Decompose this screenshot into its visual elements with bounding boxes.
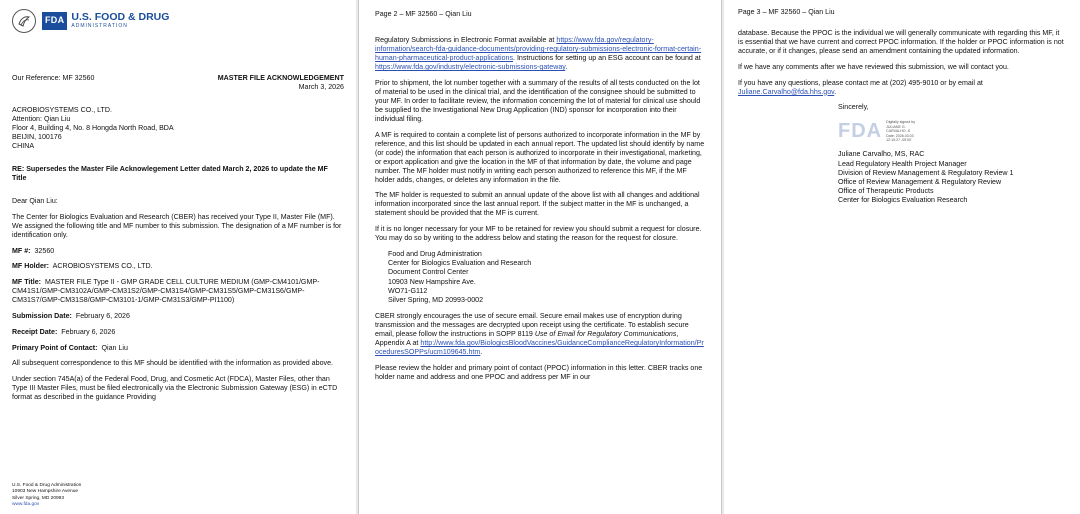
doc-title: MASTER FILE ACKNOWLEDGEMENT bbox=[217, 74, 344, 82]
correspondence-paragraph: All subsequent correspondence to this MF should be identified with the information as provided above. bbox=[12, 359, 333, 368]
fda-badge: FDA bbox=[42, 12, 67, 29]
text-run: If you have any questions, please contact me at (202) 495-9010 or by email at bbox=[738, 78, 983, 87]
signature-fda-watermark: FDA bbox=[838, 119, 883, 142]
footer-line: 10903 New Hampshire Avenue bbox=[12, 489, 79, 495]
mf-number-label: MF #: bbox=[12, 246, 31, 255]
letter-date: March 3, 2026 bbox=[298, 83, 344, 91]
letter-page-3 bbox=[724, 0, 1080, 514]
text-run: , Appendix A at bbox=[375, 330, 679, 348]
ppoc-paragraph: Please review the holder and primary point of contact (PPOC) information in this letter. CBER tracks one holder name and address and one PPOC and address per MF in our bbox=[375, 363, 703, 381]
comments-paragraph: If we have any comments after we have reviewed this submission, we will contact you. bbox=[738, 62, 1009, 71]
receipt-date-row bbox=[12, 328, 344, 337]
text-run: . bbox=[480, 348, 483, 357]
address-line: Food and Drug Administration bbox=[388, 249, 482, 258]
signer-center: Center for Biologics Evaluation Research bbox=[838, 196, 968, 205]
address-line: Floor 4, Building 4, No. 8 Hongda North Road, BDA bbox=[12, 124, 174, 132]
page-header: Page 2 – MF 32560 – Qian Liu bbox=[375, 10, 472, 18]
signer-name: Juliane Carvalho, MS, RAC bbox=[838, 150, 925, 159]
address-line: CHINA bbox=[12, 142, 35, 150]
esg-link[interactable]: https://www.fda.gov/industry/electronic-submissions-gateway bbox=[375, 63, 566, 71]
signer-office: Office of Therapeutic Products bbox=[838, 187, 934, 196]
mf-title-row bbox=[12, 278, 344, 305]
recipient-address bbox=[12, 106, 344, 151]
page-header: Page 3 – MF 32560 – Qian Liu bbox=[738, 8, 835, 16]
signature-meta-line: Digitally signed by bbox=[886, 120, 916, 125]
re-line: RE: Supersedes the Master File Acknowlegement Letter dated March 2, 2026 to update the MF Title bbox=[12, 165, 328, 182]
mf-holder-label: MF Holder: bbox=[12, 262, 50, 271]
mf-holder-row bbox=[12, 262, 344, 271]
ppoc-continued-paragraph: database. Because the PPOC is the individual we will generally communicate with regarding this MF, it is essential that we have current and correct PPOC information. If the holder or PPOC information is not accurate, or if it changes, please send an amendment containing the updated information. bbox=[738, 29, 1064, 55]
text-run: . bbox=[834, 87, 837, 96]
contact-value: Qian Liu bbox=[101, 343, 128, 352]
signature-block bbox=[738, 103, 1066, 205]
signature-meta-line: CARVALHO -S bbox=[886, 129, 911, 134]
contact-label: Primary Point of Contact: bbox=[12, 343, 98, 352]
section-745a-paragraph: Under section 745A(a) of the Federal Food, Drug, and Cosmetic Act (FDCA), Master Files, other than Type III Master Files, must be filed electronically via the Electronic Submission Gateway (ESG) in eCTD format as described in the guidance Providing bbox=[12, 375, 338, 402]
address-line: Center for Biologics Evaluation and Research bbox=[388, 259, 532, 268]
mf-holder-value: ACROBIOSYSTEMS CO., LTD. bbox=[52, 262, 153, 271]
submission-date-row bbox=[12, 312, 344, 321]
signature-meta-line: JULIANE G. bbox=[886, 124, 906, 129]
address-line: WO71-G112 bbox=[388, 286, 428, 295]
mf-number-row bbox=[12, 247, 344, 256]
hhs-seal-icon bbox=[12, 9, 36, 33]
secure-email-paragraph bbox=[375, 312, 705, 357]
mf-title-value: MASTER FILE Type II - GMP GRADE CELL CULTURE MEDIUM (GMP-CM4101/GMP-CM41S1/GMP-CM3102A/GMP-CM31S2/GMP-CM31S4/GMP-CM31S5/GMP-CM31S6/GMP-CM31S7/GMP-CM31S8/GMP-CM3101-1/GMP-CM31S3/GMP-PI1100) bbox=[12, 278, 320, 305]
address-line: ACROBIOSYSTEMS CO., LTD. bbox=[12, 106, 112, 114]
text-run: Regulatory Submissions in Electronic Format available at bbox=[375, 36, 555, 44]
signer-details bbox=[838, 150, 1066, 205]
address-line: Silver Spring, MD 20993-0002 bbox=[388, 296, 484, 305]
signer-title: Lead Regulatory Health Project Manager bbox=[838, 159, 967, 168]
sopp-title: Use of Email for Regulatory Communications bbox=[534, 330, 677, 339]
footer-line: U.S. Food & Drug Administration bbox=[12, 483, 82, 489]
submission-date-label: Submission Date: bbox=[12, 311, 72, 320]
our-reference: Our Reference: MF 32560 bbox=[12, 74, 95, 82]
address-line: 10903 New Hampshire Ave. bbox=[388, 277, 476, 286]
reference-row bbox=[12, 74, 344, 92]
text-run: CBER strongly encourages the use of secure email. Secure email makes use of encryption during transmission and the messages are decrypted upon receipt using the certificate. To establish secure email, please follow the instructions in SOPP 8119 bbox=[375, 312, 689, 339]
sopp-link[interactable]: http://www.fda.gov/BiologicsBloodVaccines/GuidanceComplianceRegulatoryInformation/ProceduresSOPPs/ucm109645.htm bbox=[375, 339, 704, 357]
email-link[interactable]: Juliane.Carvalho@fda.hhs.gov bbox=[738, 87, 835, 96]
esg-paragraph bbox=[375, 36, 705, 72]
signature-meta-line: 12:10:27 -05'00' bbox=[886, 138, 912, 143]
annual-update-paragraph: The MF holder is requested to submit an annual update of the above list with all changes and additional information incorporated since the last annual report. If the subject matter in the MF is unchanged, a statement should be provided that the MF is current. bbox=[375, 191, 700, 218]
authorized-persons-paragraph: A MF is required to contain a complete list of persons authorized to incorporate information in the MF by reference, and this list should be updated in each annual report. The updated list should identify by name (or code) the information that each person is authorized to incorporate in their investigational, marketing, or export application and give the location in the MF of that information by date, the volume and page number. The MF holder must notify in writing each person authorized to reference this MF, if the MF holder adds, changes, or deletes any information in the file. bbox=[375, 130, 705, 184]
signature-meta-line: Date: 2026.03.03 bbox=[886, 133, 914, 138]
receipt-date-value: February 6, 2026 bbox=[61, 327, 116, 336]
letter-page-2 bbox=[359, 0, 721, 514]
address-line: BEIJIN, 100176 bbox=[12, 133, 62, 141]
questions-paragraph bbox=[738, 79, 1066, 97]
signature-metadata bbox=[886, 120, 915, 142]
shipment-paragraph: Prior to shipment, the lot number together with a summary of the results of all tests conducted on the lot of material to be used in the clinical trial, and the identification of the consignee should be submitted to your MF. In order to facilitate review, the information concerning the lot of material for clinical use should be supplied to the Investigational New Drug Application (IND) sponsor for incorporation into their individual filing. bbox=[375, 78, 701, 123]
footer-website-link[interactable]: www.fda.gov bbox=[12, 501, 40, 507]
receipt-date-label: Receipt Date: bbox=[12, 327, 58, 336]
footer-line: Silver Spring, MD 20993 bbox=[12, 495, 64, 501]
address-line: Attention: Qian Liu bbox=[12, 115, 71, 123]
contact-row bbox=[12, 344, 344, 353]
mf-number-value: 32560 bbox=[34, 246, 55, 255]
text-run: . Instructions for setting up an ESG account can be found at bbox=[513, 54, 701, 62]
guidance-link[interactable]: https://www.fda.gov/regulatory-information/search-fda-guidance-documents/providing-regulatory-submissions-electronic-format-certain-human-pharmaceutical-product-applications bbox=[375, 36, 702, 62]
intro-paragraph: The Center for Biologics Evaluation and Research (CBER) has received your Type II, Master File (MF). We assigned the following title and MF number to this submission. The designation of a MF number is for identification only. bbox=[12, 212, 342, 239]
signer-division: Division of Review Management & Regulatory Review 1 bbox=[838, 168, 1014, 177]
agency-subline: ADMINISTRATION bbox=[71, 23, 128, 30]
text-run: . bbox=[565, 63, 568, 71]
letter-page-1 bbox=[0, 0, 356, 514]
agency-name: U.S. FOOD & DRUG bbox=[71, 11, 170, 24]
page-footer bbox=[12, 483, 81, 508]
closing: Sincerely, bbox=[838, 103, 869, 112]
mailing-address bbox=[375, 250, 705, 305]
address-line: Document Control Center bbox=[388, 268, 469, 277]
closure-paragraph: If it is no longer necessary for your MF to be retained for review you should submit a request for closure. You may do so by writing to the address below and stating the reason for the request for closure. bbox=[375, 225, 702, 243]
mf-title-label: MF Title: bbox=[12, 278, 42, 287]
fda-logo bbox=[12, 8, 344, 34]
submission-date-value: February 6, 2026 bbox=[75, 311, 130, 320]
digital-signature bbox=[838, 116, 1066, 146]
signer-office: Office of Review Management & Regulatory Review bbox=[838, 178, 1002, 187]
salutation: Dear Qian Liu: bbox=[12, 197, 58, 205]
